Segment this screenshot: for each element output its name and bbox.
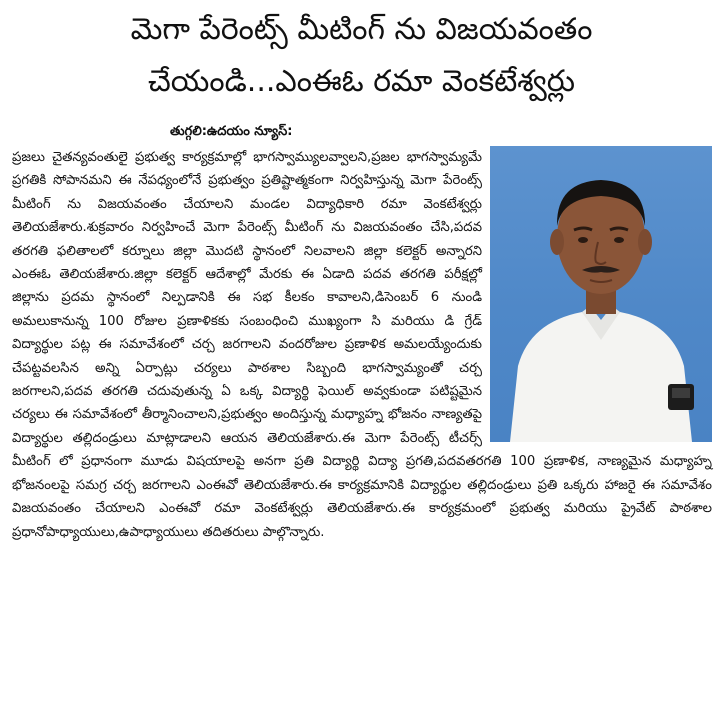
article-body: ప్రజలు చైతన్యవంతులై ప్రభుత్వ కార్యక్రమాల్లో భాగస్వామ్యులవ్వాలని,ప్రజల భాగస్వామ్యమే ప్రగతికి సోపానమని ఈ నేపధ్యంలోనే ప్రభుత్వం ప్రతిష్టాత్మకంగా నిర్వహిస్తున్న మెగా పేరెంట్స్ మీటింగ్ ను విజయవంతం చేయాలని మండల విద్యాధికారి రమా వెంకటేశ్వర్లు తెలియజేశారు.శుక్రవారం నిర్వహించే మెగా పేరెంట్స్ మీటింగ్ ను విజయవంతం చేసి,పదవ తరగతి ఫలితాలలో కర్నూలు జిల్లా మొదటి స్థానంలో నిలవాలని జిల్లా కలెక్టర్ అన్నారని ఎంఈఓ తెలియజేశారు.జిల్లా కలెక్టర్ ఆదేశాల్లో మేరకు ఈ ఏడాది పదవ తరగతి పరీక్షల్లో జిల్లాను ప్రదమ స్థానంలో నిల్పడానికి ఈ సభ కీలకం కావాలని,డిసెంబర్ 6 నుండి అమలుకానున్న 100 రోజుల ప్రణాళికకు సంబంధించి ముఖ్యంగా సి మరియు డి గ్రేడ్ విద్యార్థుల పట్ల ఈ సమావేశంలో చర్చ జరగాలని వందరోజుల ప్రణాళిక అమలయ్యేందుకు చేపట్టవలసిన అన్ని ఏర్పాట్లు చర్యలు పాఠశాల సిబ్బంది భాగస్వామ్యంతో చర్చ జరగాలని,పదవ తరగతి చదువుతున్న ఏ ఒక్క విద్యార్థి ఫెయిల్ అవ్వకుండా పటిష్టమైన చర్యలు ఈ సమావేశంలో తీర్మానించాలని,ప్రభుత్వం అందిస్తున్న మధ్యాహ్న భోజనం నాణ్యతపై విద్యార్థుల తల్లిదండ్రులు మాట్లాడాలని ఆయన తెలియజేశారు.ఈ మెగా పేరెంట్స్ టీచర్స్ మీటింగ్ లో ప్రధానంగా మూడు విషయాలపై అనగా ప్రతి విద్యార్థి విద్యా ప్రగతి,పదవతరగతి 100 ప్రణాళిక, నాణ్యమైన మధ్యాహ్న భోజనంలపై సమగ్ర చర్చ జరగాలని ఎంఈవో తెలియజేశారు.ఈ కార్యక్రమానికి విద్యార్థుల తల్లిదండ్రులు ప్రతి ఒక్కరు హాజరై ఈ సమావేశం విజయవంతం చేయాలని ఎంఈవో రమా వెంకటేశ్వర్లు తెలియజేశారు.ఈ కార్యక్రమంలో ప్రభుత్వ మరియు ప్రైవేట్ పాఠశాల ప్రధానోపాధ్యాయులు,ఉపాధ్యాయులు తదితరులు పాల్గొన్నారు.: [12, 150, 712, 540]
portrait-photo: [490, 146, 712, 442]
headline: [0, 4, 723, 108]
article: [12, 146, 712, 544]
dateline: తుగ్గలి:ఉదయం న్యూస్:: [170, 124, 293, 139]
headline-line-2: చేయండి...ఎంఈఓ రమా వెంకటేశ్వర్లు: [148, 64, 575, 99]
headline-line-1: మెగా పేరెంట్స్ మీటింగ్ ను విజయవంతం: [130, 12, 593, 47]
portrait-figure: [490, 146, 712, 442]
